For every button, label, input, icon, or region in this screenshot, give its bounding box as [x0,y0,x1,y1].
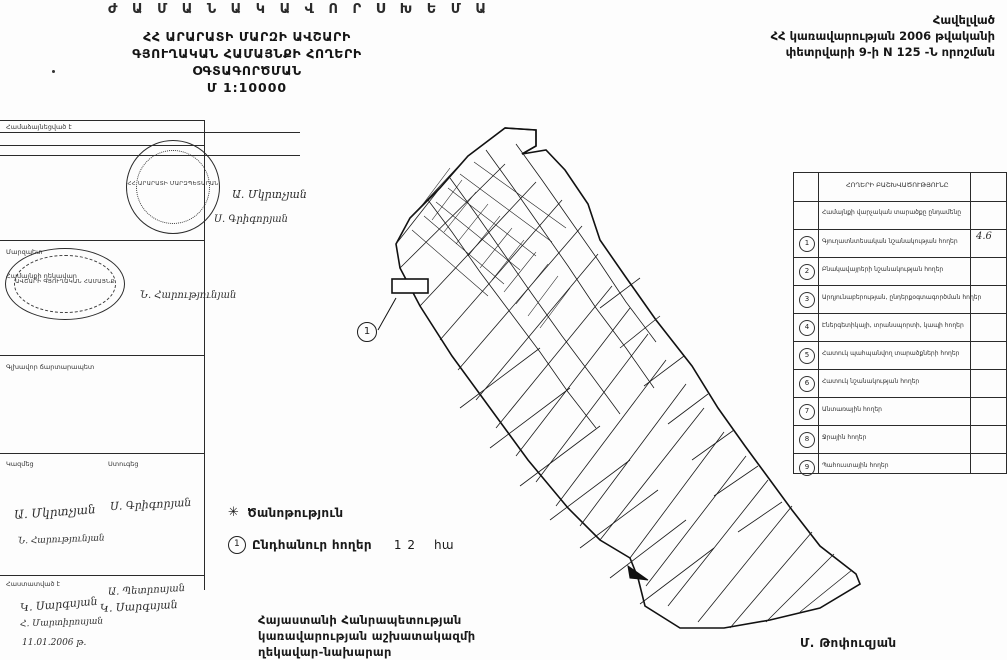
stamp-bottom-label: ԱՎՇԱՐԻ ԳՅՈՒՂԱԿԱՆ ՀԱՄԱՅՆՔ [15,279,115,285]
table-row-label: Էներգետիկայի, տրանսպորտի, կապի հողեր [822,322,964,329]
signature-line-1: Հայաստանի Հանրապետության [258,613,462,627]
official-round-stamp [126,140,220,234]
ink-dot [52,70,55,73]
table-row-label: Ջրային հողեր [822,434,867,441]
panel-caption-5: Ստուգեց [108,460,139,468]
table-row-label: Բնակավայրերի նշանակության հողեր [822,266,944,273]
table-row-number: 3 [799,292,815,308]
panel-caption-4: Կազմեց [6,460,34,468]
handwriting-0: Ա. Մկրտչյան [13,502,97,522]
handwriting-1: Ս. Գրիգորյան [109,495,192,514]
handwriting-6: 11.01.2006 թ. [22,638,87,648]
stamp-signature-4: Կ. Սարգսյան [99,597,179,616]
handwriting-4: Հ. Մարտիրոսյան [19,616,104,630]
table-row-number: 2 [799,264,815,280]
asterisk-icon: ✳ [228,505,240,520]
rule-line-top [0,132,300,133]
table-row-label: Արդյունաբերության, ընդերքօգտագործման հողեր [822,294,982,301]
table-row-label: Համայնքի վարչական տարածքը ընդամենը [822,209,962,216]
signatory-name: Մ. Թոփուզյան [800,636,897,650]
panel-caption-2: Համայնքի ղեկավար [6,272,77,280]
stamp-top-label: ՀՀ ԱՐԱՐԱՏԻ ՄԱՐԶՊԵՏԱՐԱՆ [127,181,219,187]
approval-line-3: փետրվարի 9-ի N 125 -Ն որոշման [785,45,995,59]
approval-line-2: ՀՀ կառավարության 2006 թվականի [770,29,995,43]
approval-note [771,12,995,60]
map-scale: Մ 1:10000 [206,80,288,95]
table-row-number: 9 [799,460,815,476]
map-callout-1: 1 [357,322,377,342]
table-row-label: Գյուղատնտեսական նշանակության հողեր [822,238,958,245]
table-row-label: Հատուկ նշանակության հողեր [822,378,920,385]
table-row-number: 5 [799,348,815,364]
table-header: ՀՈՂԵՐԻ ԲԱՇԽՎԱԾՈՒԹՅՈՒՆԸ [846,181,949,189]
handwriting-2: Ն. Հարությունյան [17,533,105,547]
community-round-stamp [5,248,125,320]
legend-item-label: Ընդհանուր հողեր [252,538,372,552]
table-row-number: 4 [799,320,815,336]
title-line-3: ՕԳՏԱԳՈՐԾՄԱՆ [192,63,302,78]
legend [228,505,454,570]
table-row-number: 1 [799,236,815,252]
signature-block [258,612,475,660]
approval-line-1: Հավելված [932,13,995,27]
table-row-value: 4.6 [976,231,992,242]
table-row-label: Պահուստային հողեր [822,462,889,469]
legend-note-label: Ծանոթություն [247,505,344,520]
table-row-number: 8 [799,432,815,448]
stamp-signature-1: Ա. Մկրտչյան [232,188,307,201]
handwriting-3: Կ. Սարգսյան [19,594,99,615]
table-row-number: 7 [799,404,815,420]
legend-item-value: 1 2 [393,538,417,552]
document-kind-title: Ժ Ա Մ Ա Ն Ա Կ Ա Վ Ո Ր Ս Խ Ե Մ Ա [108,2,491,17]
title-line-2: ԳՅՈՒՂԱԿԱՆ ՀԱՄԱՅՆՔԻ ՀՈՂԵՐԻ [132,46,362,61]
legend-note-row [228,505,454,520]
table-row-number: 6 [799,376,815,392]
table-row-label: Անտառային հողեր [822,406,882,413]
panel-caption-0: Համաձայնեցված է [6,123,72,131]
handwriting-5: Ա. Պետրոսյան [107,582,186,599]
panel-caption-6: Հաստատված է [6,580,61,588]
panel-caption-3: Գլխավոր ճարտարապետ [6,363,95,371]
stamp-signature-2: Ս. Գրիգորյան [214,214,289,225]
signature-line-3: ղեկավար-նախարար [258,645,392,659]
legend-item-unit: հա [434,538,454,552]
legend-number-badge: 1 [228,536,246,554]
title-line-1: ՀՀ ԱՐԱՐԱՏԻ ՄԱՐԶԻ ԱՎՇԱՐԻ [143,29,351,44]
panel-caption-1: Մարզպետ [6,248,43,256]
stamp-signature-3: Ն. Հարությունյան [140,290,237,301]
signature-line-2: կառավարության աշխատակազմի [258,629,476,643]
table-row-label: Հատուկ պահպանվող տարածքների հողեր [822,350,960,357]
page-title [112,28,382,96]
legend-item-row [228,536,454,554]
